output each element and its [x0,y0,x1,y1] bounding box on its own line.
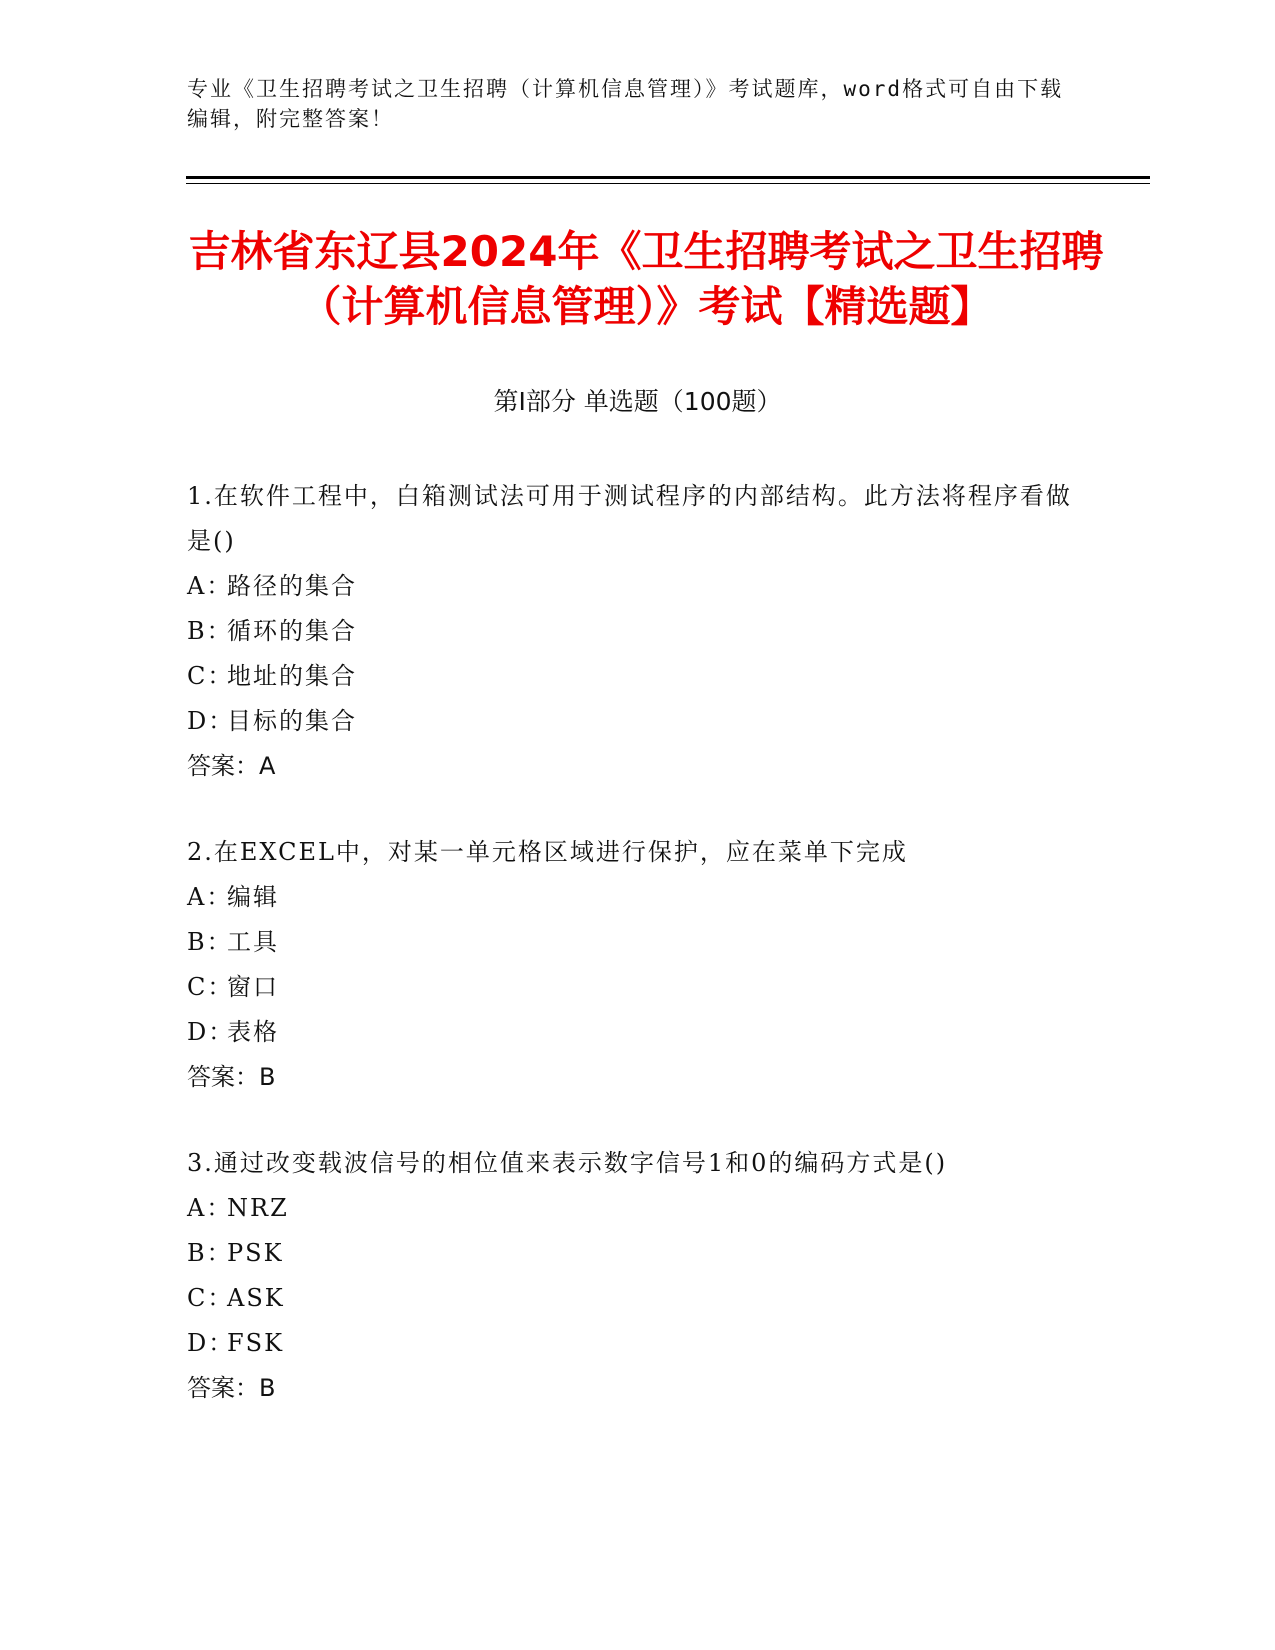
option-b [187,1231,1087,1276]
option-key: C： [187,973,234,1001]
option-text: 窗口 [227,973,279,1001]
header-rule-thick [186,176,1150,179]
option-text: PSK [227,1239,284,1267]
option-key: D： [187,1018,235,1046]
option-text: 目标的集合 [227,707,357,735]
option-text: FSK [227,1329,285,1357]
option-key: B： [187,928,233,956]
answer-line [187,1366,1087,1411]
document-title: 吉林省东辽县2024年《卫生招聘考试之卫生招聘（计算机信息管理）》考试【精选题】 [188,227,1104,331]
option-d [187,1010,1087,1055]
question-item [187,830,1087,1100]
option-a [187,564,1087,609]
option-key: C： [187,1284,234,1312]
option-key: A： [187,883,233,911]
option-key: D： [187,707,235,735]
option-b [187,920,1087,965]
option-a [187,1186,1087,1231]
option-key: D： [187,1329,235,1357]
header-note: 专业《卫生招聘考试之卫生招聘（计算机信息管理）》考试题库，word格式可自由下载编辑，附完整答案！ [187,77,1064,131]
option-text: 循环的集合 [227,617,357,645]
option-c [187,654,1087,699]
option-b [187,609,1087,654]
question-item [187,474,1087,789]
answer-label: 答案： [187,1063,259,1091]
option-key: B： [187,1239,233,1267]
option-text: 编辑 [227,883,279,911]
option-d [187,699,1087,744]
answer-value: B [259,1063,276,1091]
answer-label: 答案： [187,1374,259,1402]
answer-line [187,744,1087,789]
option-key: A： [187,572,233,600]
option-a [187,875,1087,920]
option-c [187,965,1087,1010]
option-text: 工具 [227,928,279,956]
answer-line [187,1055,1087,1100]
section-title: 第Ⅰ部分 单选题（100题） [493,387,782,416]
answer-value: B [259,1374,276,1402]
option-key: B： [187,617,233,645]
option-text: 地址的集合 [227,662,357,690]
header-rule-thin [186,183,1150,184]
option-d [187,1321,1087,1366]
answer-value: A [259,752,276,780]
question-item [187,1141,1087,1411]
answer-label: 答案： [187,752,259,780]
option-text: ASK [227,1284,285,1312]
option-text: 路径的集合 [227,572,357,600]
option-text: NRZ [227,1194,289,1222]
question-stem: 2.在EXCEL中，对某一单元格区域进行保护，应在菜单下完成 [187,838,908,866]
option-text: 表格 [227,1018,279,1046]
option-key: C： [187,662,234,690]
option-key: A： [187,1194,233,1222]
question-list [187,474,1087,1452]
question-stem: 1.在软件工程中，白箱测试法可用于测试程序的内部结构。此方法将程序看做是() [187,482,1072,555]
option-c [187,1276,1087,1321]
question-stem: 3.通过改变载波信号的相位值来表示数字信号1和0的编码方式是() [187,1149,948,1177]
